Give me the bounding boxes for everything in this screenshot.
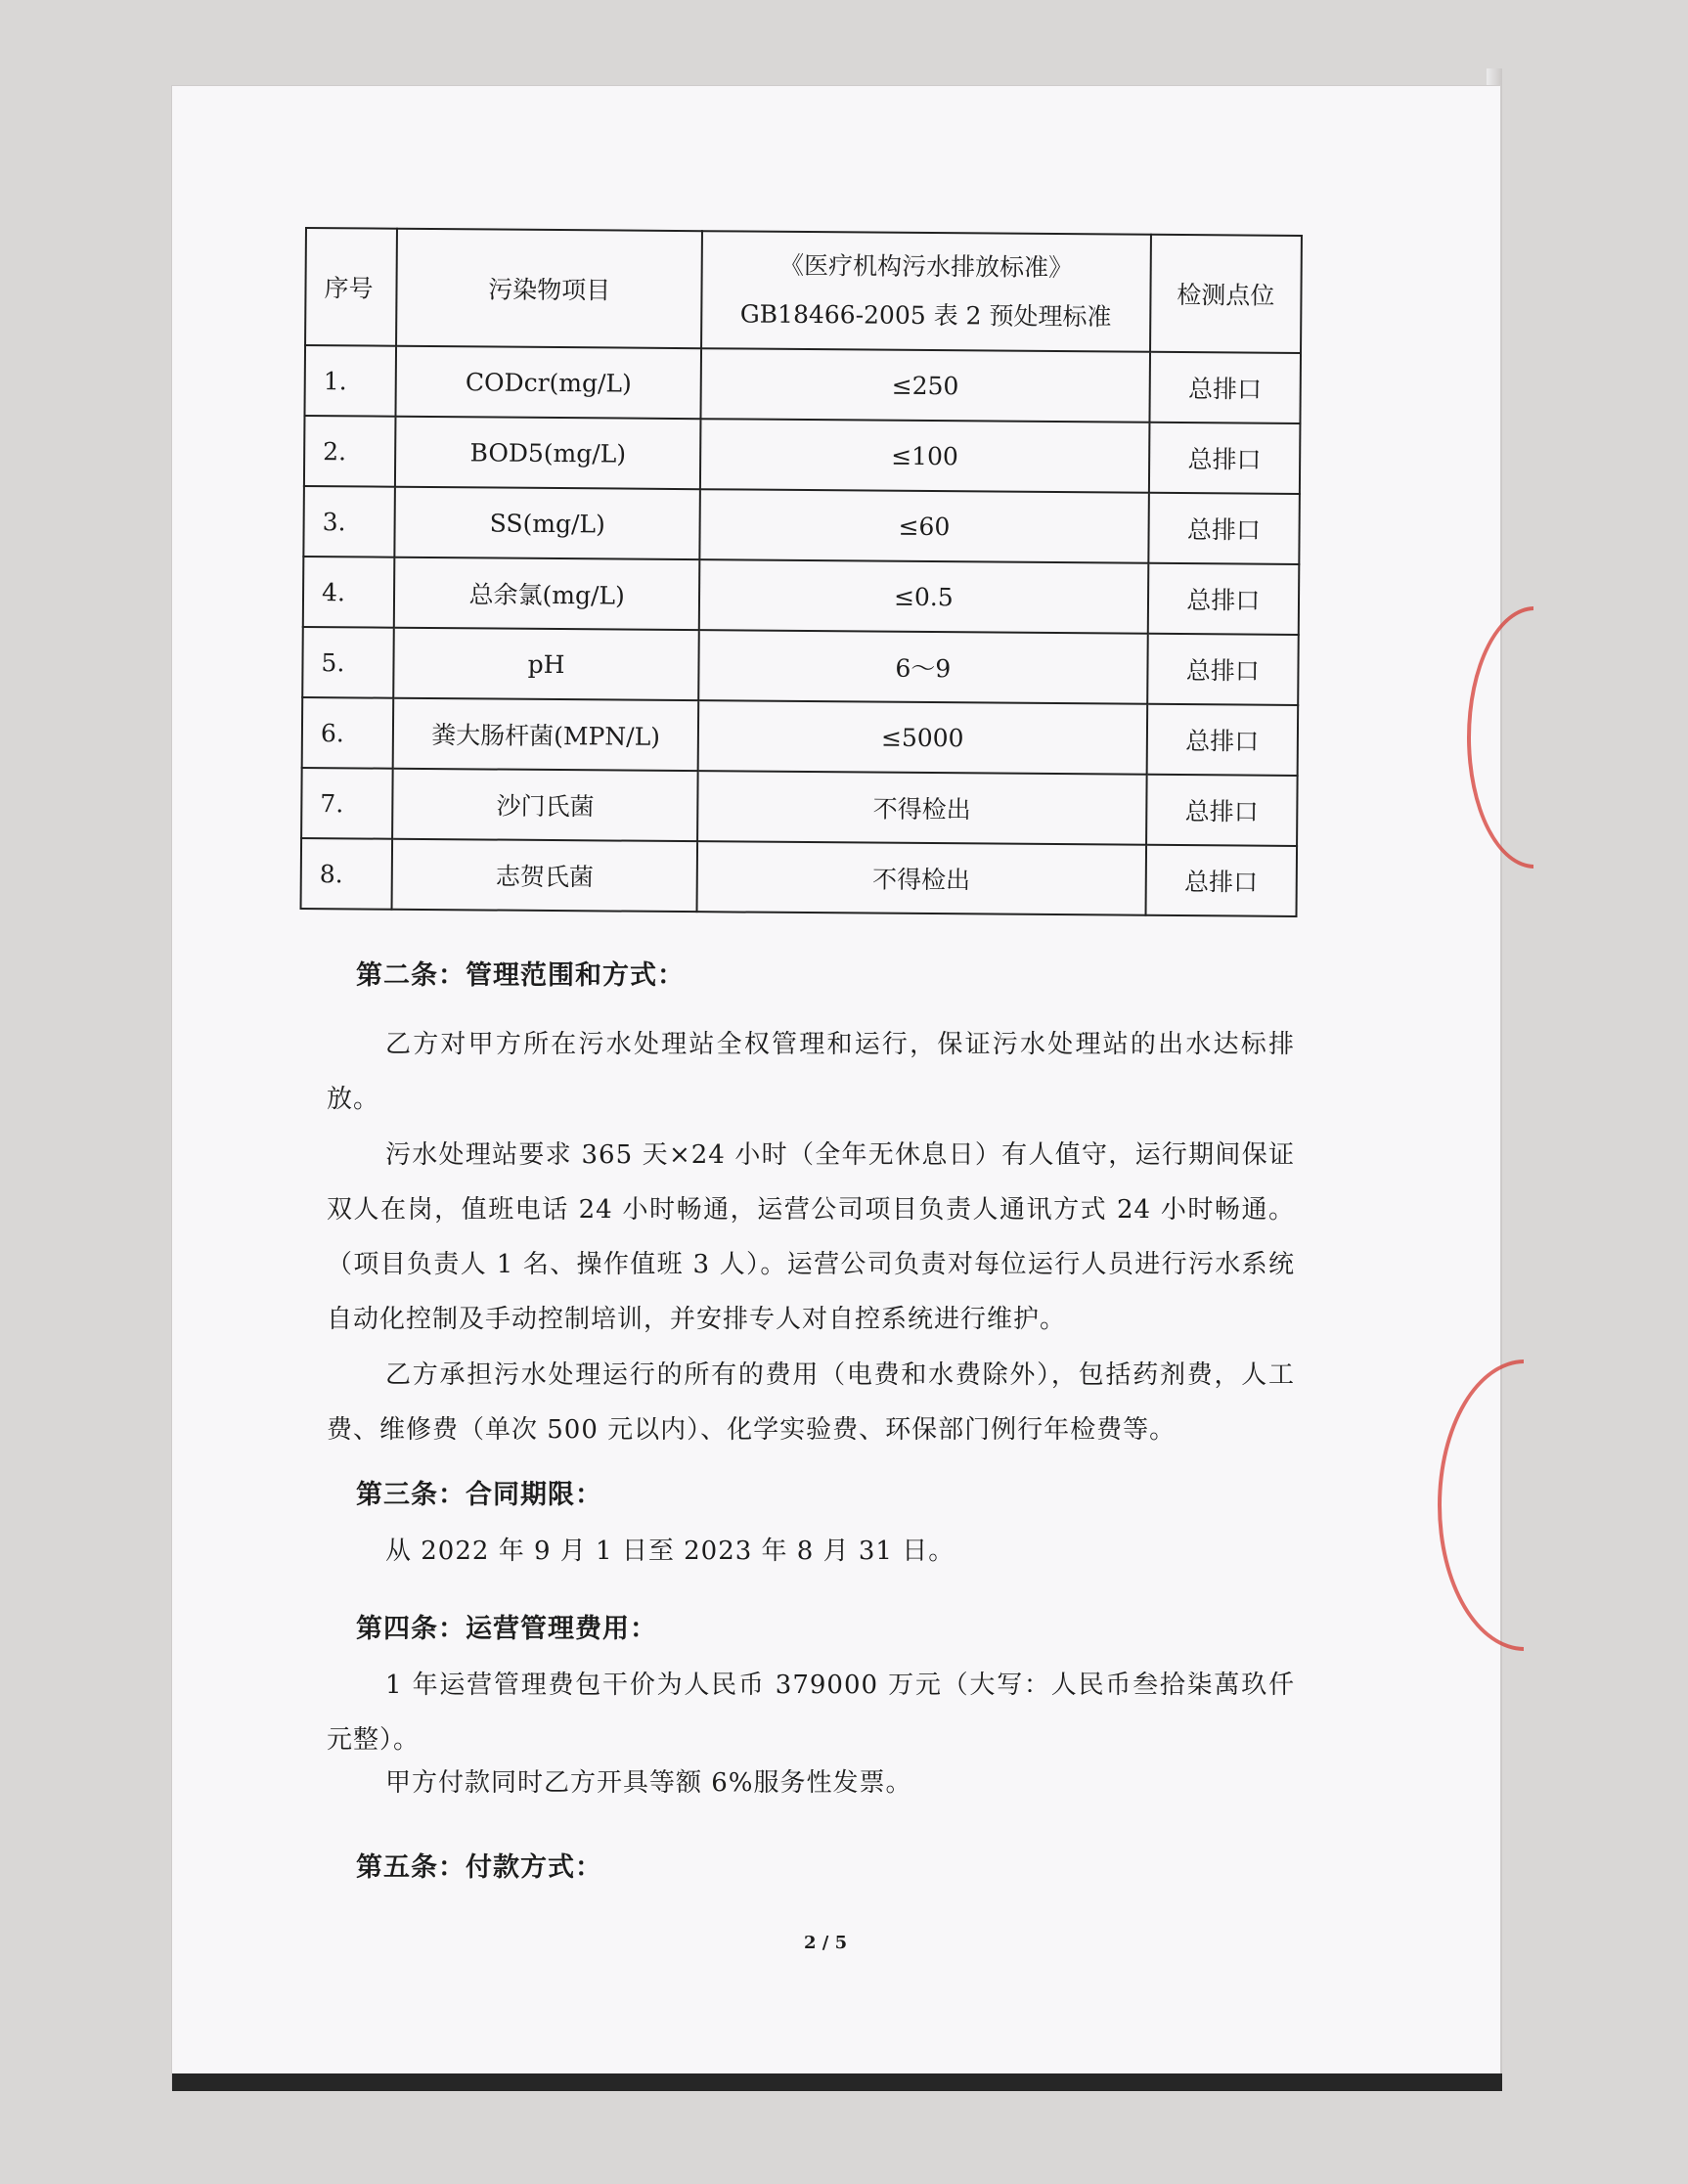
row-pollutant: 沙门氏菌 [392, 769, 697, 841]
header-standard [701, 231, 1151, 352]
row-limit: 不得检出 [696, 841, 1145, 915]
row-limit: ≤0.5 [699, 559, 1148, 634]
table-row [304, 416, 1301, 494]
row-limit: 不得检出 [697, 771, 1146, 845]
row-pollutant: 志贺氏菌 [392, 839, 697, 912]
row-point: 总排口 [1145, 845, 1297, 916]
row-pollutant: CODcr(mg/L) [396, 346, 701, 419]
row-limit: ≤5000 [698, 700, 1147, 775]
row-limit: ≤60 [699, 489, 1148, 563]
seal-mark-upper [1467, 606, 1602, 869]
row-index: 7. [301, 768, 393, 839]
row-point: 总排口 [1149, 352, 1301, 423]
article-4-paragraph-1: 1 年运营管理费包干价为人民币 379000 万元（大写：人民币叁拾柒萬玖仟元整）。 [327, 1671, 1295, 1755]
row-point: 总排口 [1147, 563, 1299, 635]
row-index: 6. [302, 697, 394, 769]
page-number: 2 / 5 [804, 1933, 848, 1953]
table-row [302, 697, 1299, 776]
article-5-title: 第五条：付款方式： [356, 1852, 602, 1883]
table-row [301, 838, 1298, 916]
discharge-standard-table [300, 227, 1303, 917]
row-index: 8. [301, 838, 393, 910]
table-row [303, 486, 1300, 564]
row-index: 5. [302, 627, 394, 698]
header-point: 检测点位 [1150, 235, 1302, 353]
header-standard-name: 《医疗机构污水排放标准》 [778, 250, 1074, 283]
article-3-title: 第三条：合同期限： [356, 1480, 602, 1510]
row-limit: ≤250 [700, 348, 1149, 423]
row-point: 总排口 [1148, 493, 1300, 564]
table-row [303, 557, 1300, 635]
article-2-title: 第二条：管理范围和方式： [356, 960, 685, 991]
contract-period-line: 从 2022 年 9 月 1 日至 2023 年 8 月 31 日。 [385, 1537, 955, 1566]
row-index: 1. [304, 345, 396, 417]
row-index: 4. [303, 557, 395, 628]
row-limit: 6～9 [698, 630, 1147, 704]
row-pollutant: BOD5(mg/L) [395, 417, 700, 489]
row-point: 总排口 [1147, 634, 1299, 705]
row-point: 总排口 [1146, 775, 1298, 846]
row-limit: ≤100 [700, 419, 1149, 493]
header-index: 序号 [305, 228, 397, 346]
row-point: 总排口 [1146, 704, 1298, 776]
table-row [302, 627, 1299, 705]
row-point: 总排口 [1149, 423, 1301, 494]
row-index: 3. [303, 486, 395, 557]
header-pollutant: 污染物项目 [396, 229, 702, 348]
article-2-paragraph-2: 污水处理站要求 365 天×24 小时（全年无休息日）有人值守，运行期间保证双人在岗，值班电话 24 小时畅通，运营公司项目负责人通讯方式 24 小时畅通。（项目负责人 1 名、操作值班 3 人）。运营公司负责对每位运行人员进行污水系统自动化控制及手动控制培训，并安排专人对自控系统进行维护。 [327, 1140, 1295, 1334]
seal-mark-lower [1438, 1359, 1612, 1651]
row-pollutant: pH [394, 628, 699, 700]
article-2-paragraph-1: 乙方对甲方所在污水处理站全权管理和运行，保证污水处理站的出水达标排放。 [327, 1030, 1295, 1114]
article-2-paragraph-3: 乙方承担污水处理运行的所有的费用（电费和水费除外），包括药剂费，人工费、维修费（单次 500 元以内）、化学实验费、环保部门例行年检费等。 [327, 1360, 1295, 1445]
row-pollutant: 粪大肠杆菌(MPN/L) [393, 698, 698, 771]
row-pollutant: 总余氯(mg/L) [394, 557, 699, 630]
row-pollutant: SS(mg/L) [395, 487, 700, 559]
table-row [301, 768, 1298, 846]
table-header-row [305, 228, 1302, 353]
scanner-edge [172, 2073, 1502, 2091]
article-4-paragraph-2: 甲方付款同时乙方开具等额 6%服务性发票。 [385, 1768, 912, 1798]
table-row [304, 345, 1301, 423]
article-4-title: 第四条：运营管理费用： [356, 1614, 657, 1644]
header-standard-code: GB18466-2005 表 2 预处理标准 [739, 299, 1112, 332]
row-index: 2. [304, 416, 396, 487]
